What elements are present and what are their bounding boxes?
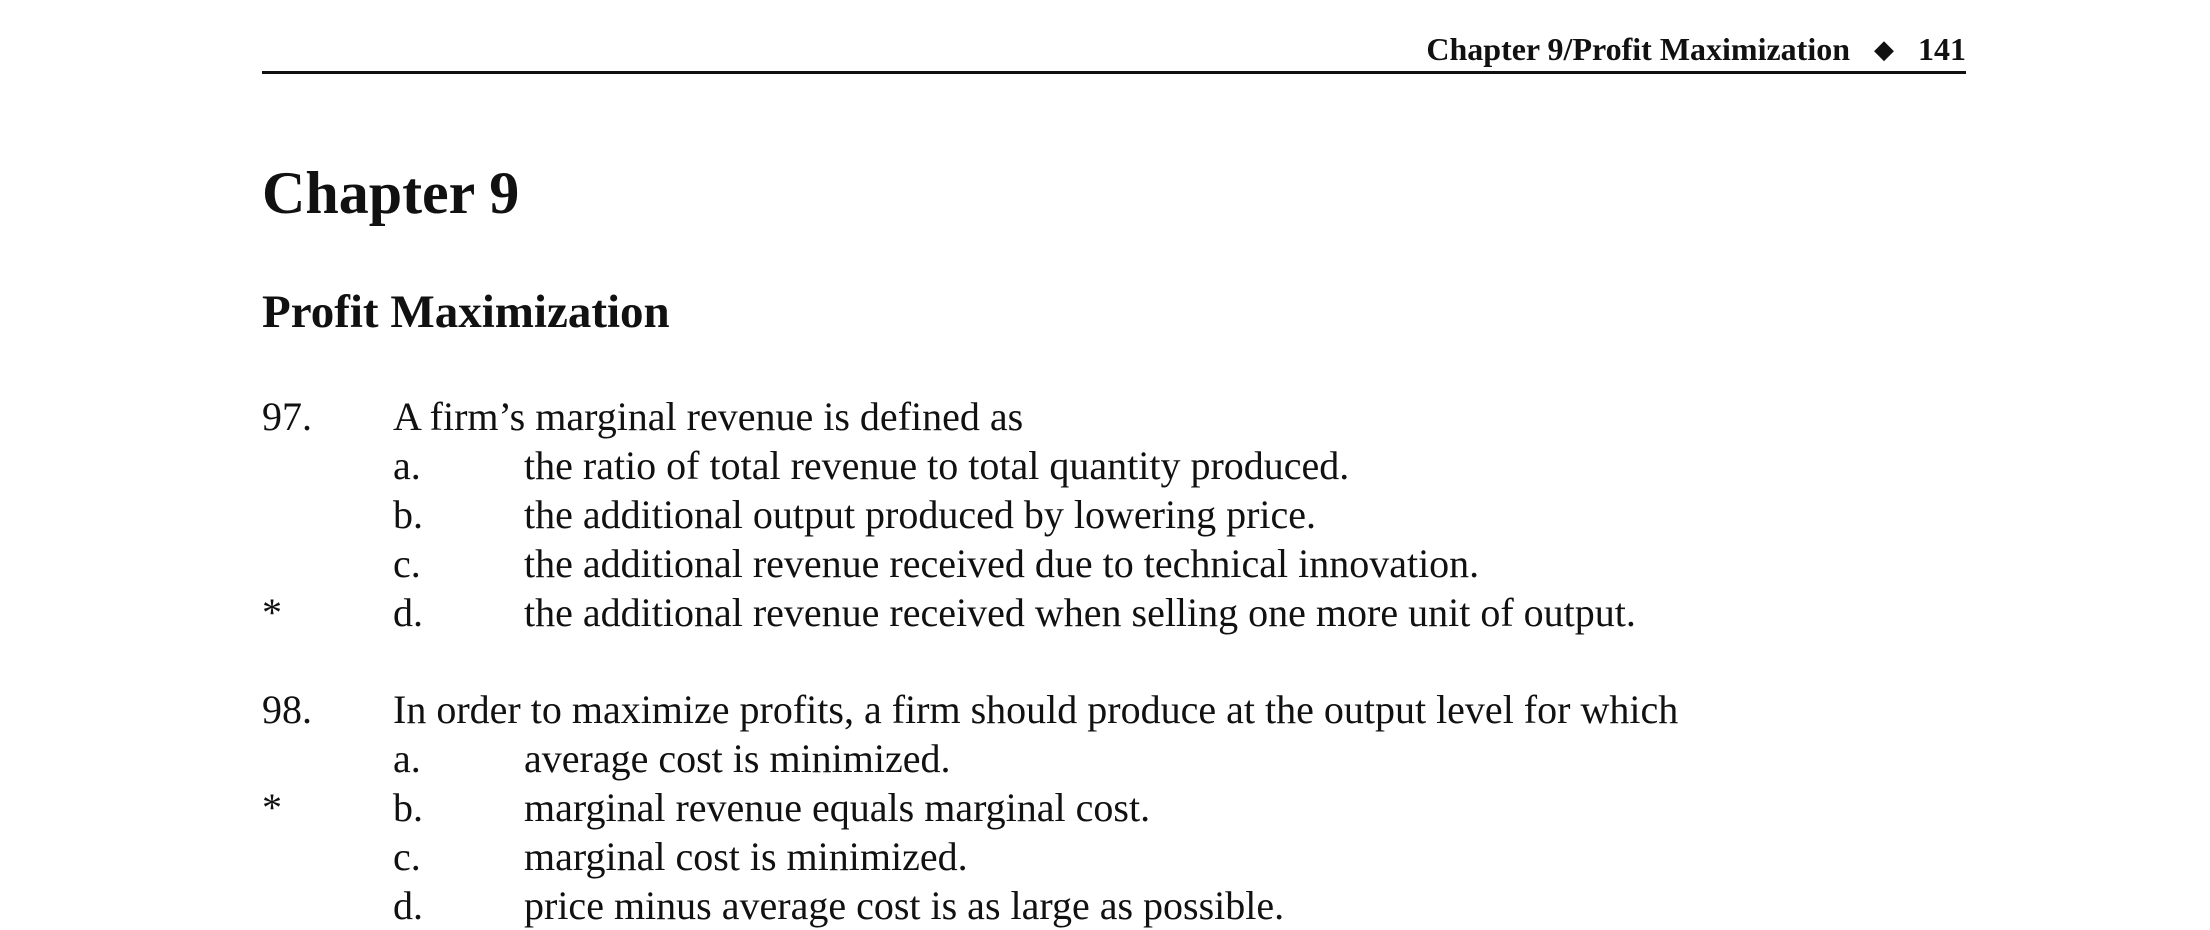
option-text: average cost is minimized. [524, 736, 951, 781]
option-letter: c. [393, 834, 421, 879]
question-stem: In order to maximize profits, a firm should produce at the output level for which [393, 687, 1679, 732]
option-letter: a. [393, 443, 421, 488]
option-text: the additional revenue received due to technical innovation. [524, 541, 1480, 586]
question-number: 98. [262, 687, 312, 732]
chapter-title: Chapter 9 [262, 160, 520, 226]
option-text: marginal revenue equals marginal cost. [524, 785, 1151, 830]
option-text: the additional revenue received when selling one more unit of output. [524, 590, 1636, 635]
running-header [262, 30, 1966, 74]
option-text: the additional output produced by lowering price. [524, 492, 1317, 537]
option-letter: b. [393, 785, 423, 830]
running-header-text [1426, 30, 1966, 69]
option-letter: c. [393, 541, 421, 586]
question-number: 97. [262, 394, 312, 439]
option-text: the ratio of total revenue to total quantity produced. [524, 443, 1350, 488]
option-letter: a. [393, 736, 421, 781]
option-letter: d. [393, 590, 423, 635]
correct-answer-marker: * [262, 785, 282, 830]
page-number: 141 [1918, 31, 1966, 67]
diamond-icon: ◆ [1874, 35, 1894, 64]
question-stem: A firm’s marginal revenue is defined as [393, 394, 1024, 439]
correct-answer-marker: * [262, 590, 282, 635]
option-letter: b. [393, 492, 423, 537]
section-title: Profit Maximization [262, 286, 670, 338]
running-title: Chapter 9/Profit Maximization [1426, 31, 1850, 67]
option-text: price minus average cost is as large as possible. [524, 883, 1285, 928]
option-letter: d. [393, 883, 423, 928]
option-text: marginal cost is minimized. [524, 834, 968, 879]
